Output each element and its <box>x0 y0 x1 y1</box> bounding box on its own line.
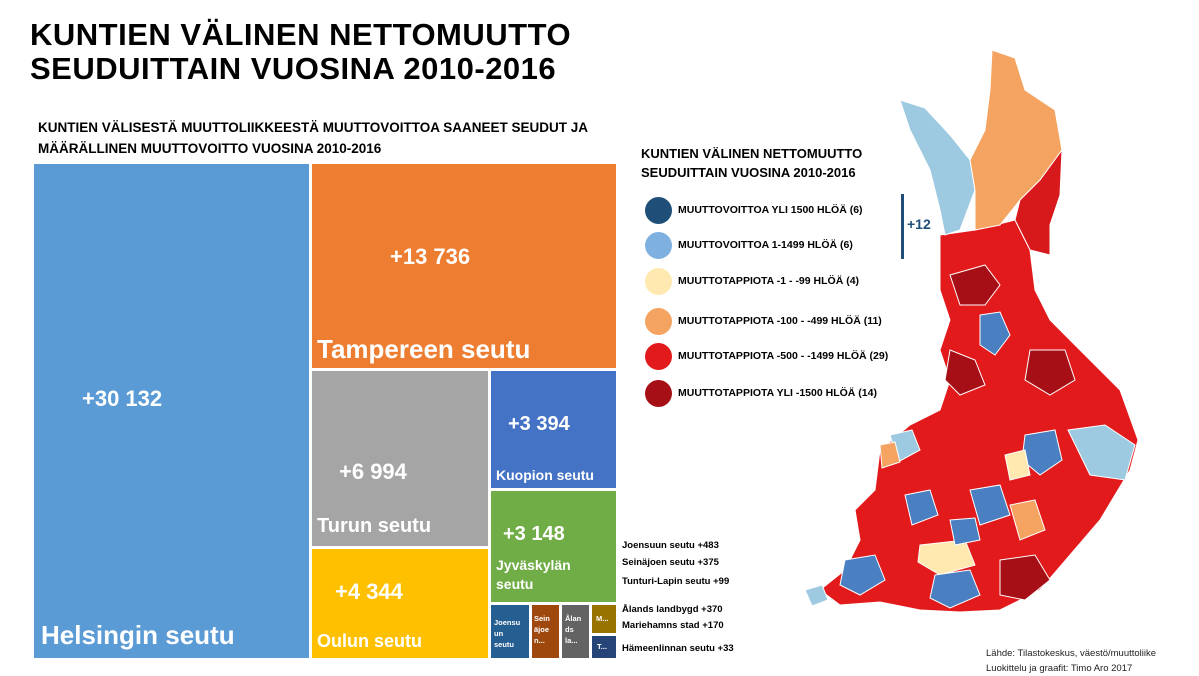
source-line-1: Lähde: Tilastokeskus, väestö/muuttoliike <box>986 648 1157 659</box>
main-title-line-1: KUNTIEN VÄLINEN NETTOMUUTTO <box>30 17 572 52</box>
legend-swatch <box>645 343 672 370</box>
treemap-title <box>38 117 588 159</box>
legend-title-line-1: KUNTIEN VÄLINEN NETTOMUUTTO <box>641 146 863 161</box>
legend-item <box>645 267 859 295</box>
legend-item <box>645 342 888 370</box>
tile-name: M... <box>596 614 609 623</box>
legend-item <box>645 379 877 407</box>
legend-item <box>645 307 882 335</box>
side-label-hameenlinna: Hämeenlinnan seutu +33 <box>622 643 734 654</box>
legend-swatch <box>645 308 672 335</box>
tile-name: Sein äjoe n... <box>534 614 550 645</box>
map-region-lapland-west <box>900 100 975 235</box>
tile-name: Kuopion seutu <box>496 467 594 483</box>
legend-title-line-2: SEUDUITTAIN VUOSINA 2010-2016 <box>641 165 856 180</box>
side-label-seinajoki: Seinäjoen seutu +375 <box>622 557 719 568</box>
tile-value: +3 148 <box>503 523 565 545</box>
tile-name: Tampereen seutu <box>317 334 531 364</box>
tile-helsingin-seutu <box>34 164 309 658</box>
tile-name: Ålan ds la... <box>565 614 582 645</box>
legend-swatch <box>645 232 672 259</box>
map-region-light-1 <box>1005 450 1030 480</box>
main-title-line-2: SEUDUITTAIN VUOSINA 2010-2016 <box>30 51 557 86</box>
tile-alands-landbygd <box>562 605 589 658</box>
tile-value: +6 994 <box>339 459 407 484</box>
tile-name: T... <box>597 642 608 651</box>
legend-label: MUUTTOTAPPIOTA YLI -1500 HLÖÄ (14) <box>678 387 877 399</box>
tile-name: Turun seutu <box>317 515 432 537</box>
tile-value: +4 344 <box>335 579 403 604</box>
legend-title <box>641 144 862 182</box>
legend-item <box>645 196 863 224</box>
source-note <box>986 646 1156 676</box>
legend-label: MUUTTOTAPPIOTA -500 - -1499 HLÖÄ (29) <box>678 350 889 362</box>
tile-seinajoen-seutu <box>532 605 559 658</box>
legend-label: MUUTTOVOITTOA 1-1499 HLÖÄ (6) <box>678 239 853 251</box>
main-title <box>30 18 571 86</box>
tile-tampereen-seutu <box>312 164 616 368</box>
tile-jyvaskylan-seutu <box>491 491 616 602</box>
side-label-tunturi-lappi: Tunturi-Lapin seutu +99 <box>622 576 730 587</box>
legend-label: MUUTTOVOITTOA YLI 1500 HLÖÄ (6) <box>678 204 863 216</box>
tile-value: +30 132 <box>82 386 163 411</box>
legend-bracket-label: +12 <box>907 216 931 232</box>
tile-name: Oulun seutu <box>317 631 422 651</box>
legend-label: MUUTTOTAPPIOTA -100 - -499 HLÖÄ (11) <box>678 315 882 327</box>
tile-hameenlinnan-seutu <box>592 636 616 658</box>
tile-turun-seutu <box>312 371 488 546</box>
legend-swatch <box>645 380 672 407</box>
tile-oulun-seutu <box>312 549 488 658</box>
tile-name: Jyväskylän seutu <box>496 557 571 592</box>
source-line-2: Luokittelu ja graafit: Timo Aro 2017 <box>986 663 1133 674</box>
legend-bracket <box>901 194 904 259</box>
finland-map <box>800 50 1145 620</box>
legend-swatch <box>645 268 672 295</box>
treemap-title-line-1: KUNTIEN VÄLISESTÄ MUUTTOLIIKKEESTÄ MUUTTOVOITTOA SAANEET SEUDUT JA <box>38 120 589 135</box>
map-region-tampere <box>950 518 980 545</box>
legend-item <box>645 231 853 259</box>
tile-value: +3 394 <box>508 413 570 435</box>
tile-kuopion-seutu <box>491 371 616 488</box>
tile-mariehamns-stad <box>592 605 616 633</box>
tile-name: Helsingin seutu <box>41 620 235 650</box>
side-label-alands-landbygd: Ålands landbygd +370 <box>622 604 723 615</box>
side-label-mariehamn: Mariehamns stad +170 <box>622 620 724 631</box>
tile-joensuun-seutu <box>491 605 529 658</box>
treemap-title-line-2: MÄÄRÄLLINEN MUUTTOVOITTO VUOSINA 2010-2016 <box>38 141 382 156</box>
tile-value: +13 736 <box>390 244 471 269</box>
tile-name: Joensu un seutu <box>494 618 521 649</box>
legend-label: MUUTTOTAPPIOTA -1 - -99 HLÖÄ (4) <box>678 275 860 287</box>
side-label-joensuu: Joensuun seutu +483 <box>622 540 719 551</box>
legend-swatch <box>645 197 672 224</box>
